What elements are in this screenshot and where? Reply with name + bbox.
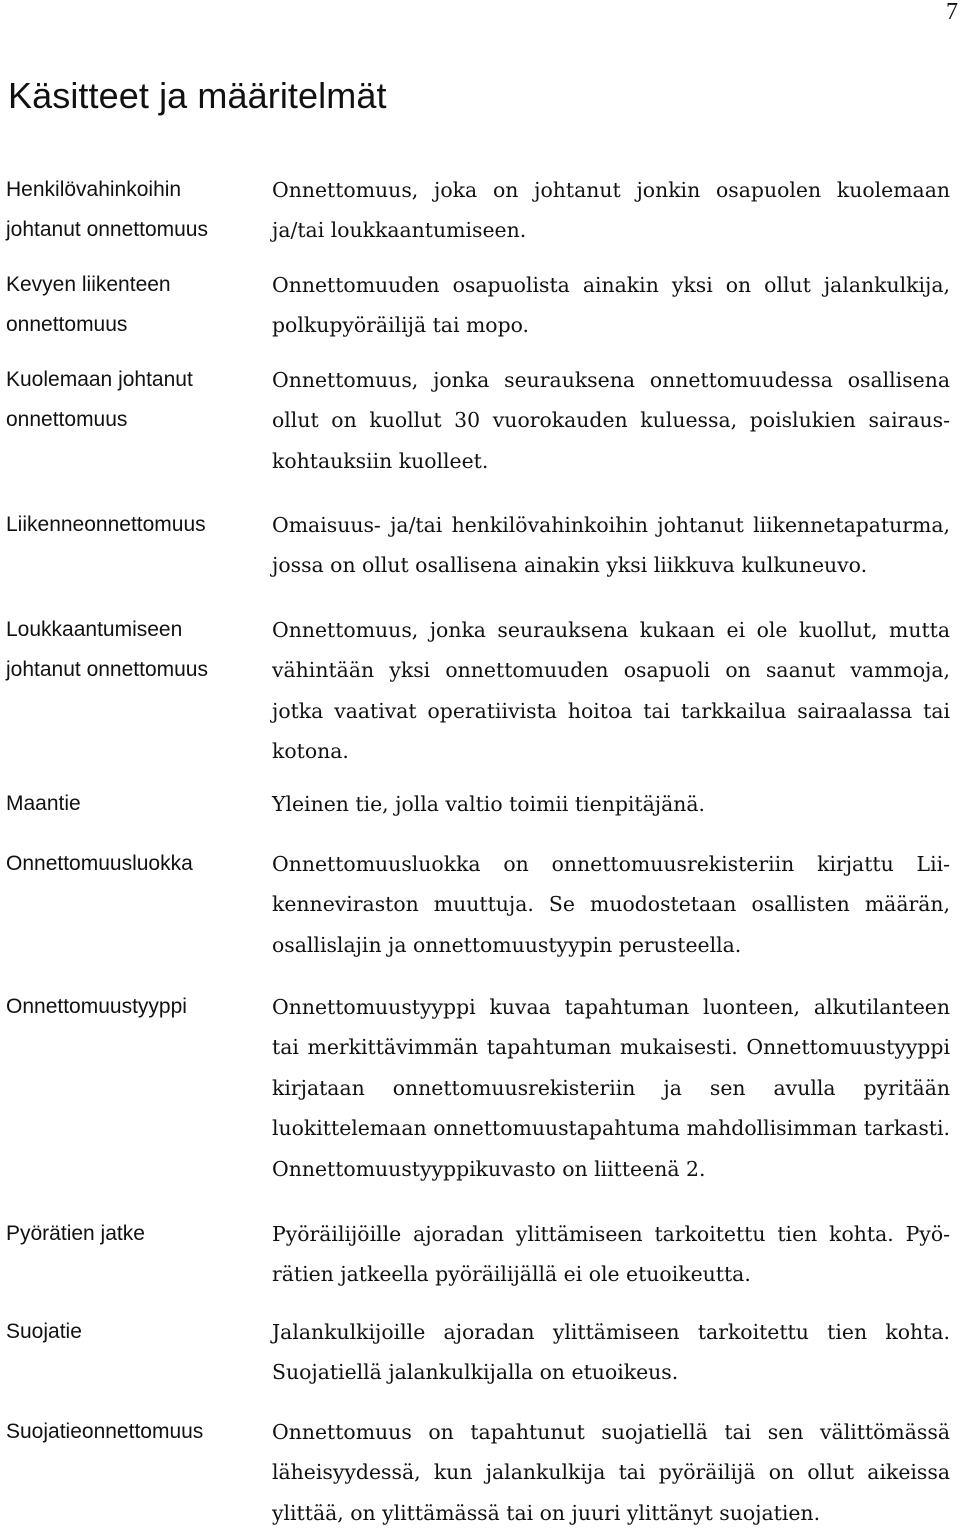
definition-term <box>6 987 256 1027</box>
term-line: johtanut onnettomuus <box>6 658 208 682</box>
definition-term <box>6 505 256 545</box>
term-line: Kevyen liikenteen <box>6 273 171 296</box>
term-line: Kuolemaan johtanut <box>6 368 193 391</box>
definition-term <box>6 1312 256 1352</box>
definition-text: Onnettomuus on tapahtunut suojatiellä tai sen välittömässä läheisyydessä, kun jalankulkija tai pyöräilijä on ollut aikeissa ylittää, on ylittämässä tai on juuri ylittänyt suojatien. <box>272 1420 950 1525</box>
definition-text: Onnettomuuden osapuolista ainakin yksi on ollut jalankulkija, polkupyöräilijä tai mopo. <box>272 273 950 338</box>
definition-term <box>6 360 256 441</box>
definition-term <box>6 844 256 884</box>
page-title: Käsitteet ja määritelmät <box>8 75 387 116</box>
definition-text: Onnettomuus, jonka seurauksena onnettomuudessa osallisena ollut on kuollut 30 vuorokauden kuluessa, poislukien sairauskohtauksiin kuolleet. <box>272 368 950 473</box>
definition-term <box>6 265 256 346</box>
term-line: johtanut onnettomuus <box>6 218 208 242</box>
page-number: 7 <box>946 0 958 25</box>
definition-text: Onnettomuus, jonka seurauksena kukaan ei ole kuollut, mutta vähintään yksi onnettomuuden osapuoli on saanut vammoja, jotka vaativat operatiivista hoitoa tai tarkkailua sairaalassa tai kotona. <box>272 618 950 764</box>
definition-text: Onnettomuus, joka on johtanut jonkin osapuolen kuolemaan ja/tai loukkaantumiseen. <box>272 178 950 243</box>
term-line: onnettomuus <box>6 313 128 337</box>
term-line: Suojatieonnettomuus <box>6 1420 204 1443</box>
definition-text: Jalankulkijoille ajoradan ylittämiseen tarkoitettu tien kohta. Suojatiellä jalankulkijalla on etuoikeus. <box>272 1320 950 1385</box>
term-line: Henkilövahinkoihin <box>6 178 182 201</box>
definition-text: Omaisuus- ja/tai henkilövahinkoihin johtanut liikennetapaturma, jossa on ollut osallisena ainakin yksi liikkuva kulkuneuvo. <box>272 513 950 578</box>
term-line: Maantie <box>6 792 81 815</box>
definition-text: Yleinen tie, jolla valtio toimii tienpitäjänä. <box>272 792 706 816</box>
term-line: Pyörätien jatke <box>6 1222 145 1245</box>
definition-text: Onnettomuusluokka on onnettomuusrekisteriin kirjattu Liikenneviraston muuttuja. Se muodostetaan osallisten määrän, osallislajin ja onnettomuustyypin perusteella. <box>272 852 950 957</box>
definition-term <box>6 1412 256 1452</box>
term-line: Liikenneonnettomuus <box>6 513 206 536</box>
term-line: Loukkaantumiseen <box>6 618 183 641</box>
term-line: onnettomuus <box>6 408 128 432</box>
definition-term <box>6 1214 256 1254</box>
definition-text: Pyöräilijöille ajoradan ylittämiseen tarkoitettu tien kohta. Pyörätien jatkeella pyöräilijällä ei ole etuoikeutta. <box>272 1222 950 1287</box>
definition-term <box>6 784 256 824</box>
definition-term <box>6 610 256 691</box>
term-line: Suojatie <box>6 1320 82 1343</box>
term-line: Onnettomuusluokka <box>6 852 193 875</box>
definition-term <box>6 170 256 251</box>
definition-text: Onnettomuustyyppi kuvaa tapahtuman luonteen, alkutilanteen tai merkittävimmän tapahtuman mukaisesti. Onnettomuustyyppi kirjataan onnettomuusrekisteriin ja sen avulla pyritään luokittelemaan onnettomuustapahtuma mahdollisimman tarkasti. Onnettomuustyyppikuvasto on liitteenä 2. <box>272 995 950 1181</box>
term-line: Onnettomuustyyppi <box>6 995 187 1018</box>
